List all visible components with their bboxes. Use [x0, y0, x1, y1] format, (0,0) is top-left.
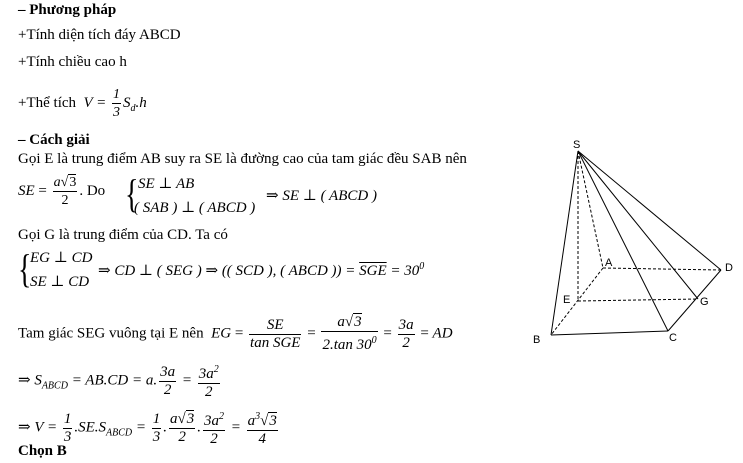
label-G: G: [700, 296, 709, 308]
se-perp-abcd: ⇒ SE ⊥ ( ABCD ): [266, 188, 377, 204]
volume-result: ⇒ V = $\frac{1}{3}$ $.SE.S_{ABCD}$ = $\frac{1}{3}$ . $\frac{a√3}{2}$ . $\frac{3a^2}{2}$ = $\frac{a^3√3}{4}$: [18, 408, 280, 448]
label-A: A: [605, 257, 613, 269]
edge-AB: [551, 268, 603, 335]
do-label: . Do: [79, 182, 106, 199]
edge-SC: [578, 151, 668, 331]
sab-perp-abcd: ( SAB ) ⊥ ( ABCD ): [134, 200, 256, 216]
label-S: S: [573, 139, 581, 151]
edge-SB: [551, 151, 578, 335]
brace-2: {: [18, 246, 32, 291]
solution-line2: Gọi G là trung điểm của CD. Ta có: [18, 227, 228, 243]
brace-1: {: [125, 171, 139, 216]
edge-SD: [578, 151, 721, 270]
edge-EG: [578, 299, 698, 301]
pyramid-figure: [523, 138, 743, 348]
edge-CD: [668, 270, 721, 331]
method-title: – Phương pháp: [18, 2, 117, 18]
step-volume-label: +Thể tích: [18, 94, 77, 111]
step-area: +Tính diện tích đáy ABCD: [18, 27, 181, 43]
answer: Chọn B: [18, 443, 67, 459]
volume-formula: V = $\frac{1}{3}$ $S_d.h$: [79, 87, 147, 120]
label-B: B: [533, 334, 541, 346]
step-height: +Tính chiều cao h: [18, 54, 127, 70]
eg-perp-cd: EG ⊥ CD: [30, 250, 93, 266]
area-formula: ⇒ $S_{ABCD} = AB.CD = a$. $\frac{3a}{2}$ = $\frac{3a^2}{2}$: [18, 361, 222, 401]
line3-text: Tam giác SEG vuông tại E nên: [18, 325, 204, 342]
se-formula: SE = $\frac{a√3}{2}$ . Do: [18, 175, 106, 208]
solution-title: – Cách giải: [18, 132, 90, 148]
step-volume: [18, 86, 147, 121]
solution-line1: Gọi E là trung điểm AB suy ra SE là đường cao của tam giác đều SAB nên: [18, 151, 467, 167]
label-E: E: [563, 294, 571, 306]
label-C: C: [669, 332, 677, 344]
se-perp-cd: SE ⊥ CD: [30, 274, 90, 290]
label-D: D: [725, 262, 733, 274]
edge-BC: [551, 331, 668, 335]
angle-formula: ⇒ CD ⊥ ( SEG ) ⇒ (( SCD ), ( ABCD )) = $\overline{SGE} = 30^0$: [98, 261, 425, 279]
solution-line3: Tam giác SEG vuông tại E nên EG = $\frac{SE}{\tan \overline{SGE}}$ = $\frac{a√3}{2.\tan 30^0}$ = $\frac{3a}{2}$ = AD: [18, 314, 453, 353]
edge-AD: [603, 268, 721, 270]
se-perp-ab: SE ⊥ AB: [138, 176, 195, 192]
